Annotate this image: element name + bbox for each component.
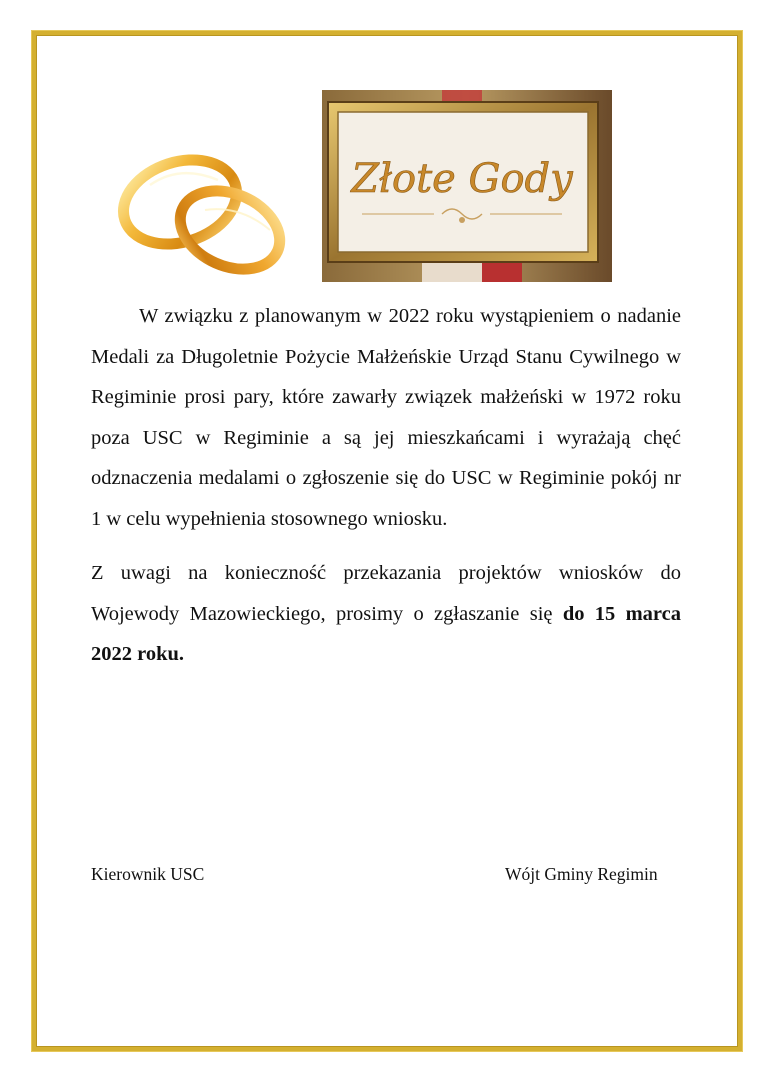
ring-right: [168, 176, 292, 275]
plaque-title: Złote Gody: [351, 156, 573, 202]
zlote-gody-plaque-image: [322, 90, 612, 282]
notice-paragraph-1: W związku z planowanym w 2022 roku wystąpieniem o nadanie Medali za Długoletnie Pożycie Małżeńskie Urząd Stanu Cywilnego w Regiminie prosi pary, które zawarły związek małżeński w 1972 roku poza USC w Regiminie a są jej mieszkańcami i wyrażają chęć odznaczenia medalami o zgłoszenie się do USC w Regiminie pokój nr 1 w celu wypełnienia stosownego wniosku.: [91, 305, 681, 530]
signature-wojt: Wójt Gminy Regimin: [505, 864, 658, 884]
wedding-rings-image: [110, 150, 295, 275]
signature-kierownik: Kierownik USC: [91, 864, 205, 884]
notice-paragraph-2: [91, 553, 681, 675]
deadline-text: do 15 marca 2022 roku.: [91, 602, 681, 665]
paragraph-2-text: Z uwagi na konieczność przekazania projektów wniosków do Wojewody Mazowieckiego, prosimy o zgłaszanie się: [91, 562, 681, 625]
notice-body: [91, 296, 681, 675]
